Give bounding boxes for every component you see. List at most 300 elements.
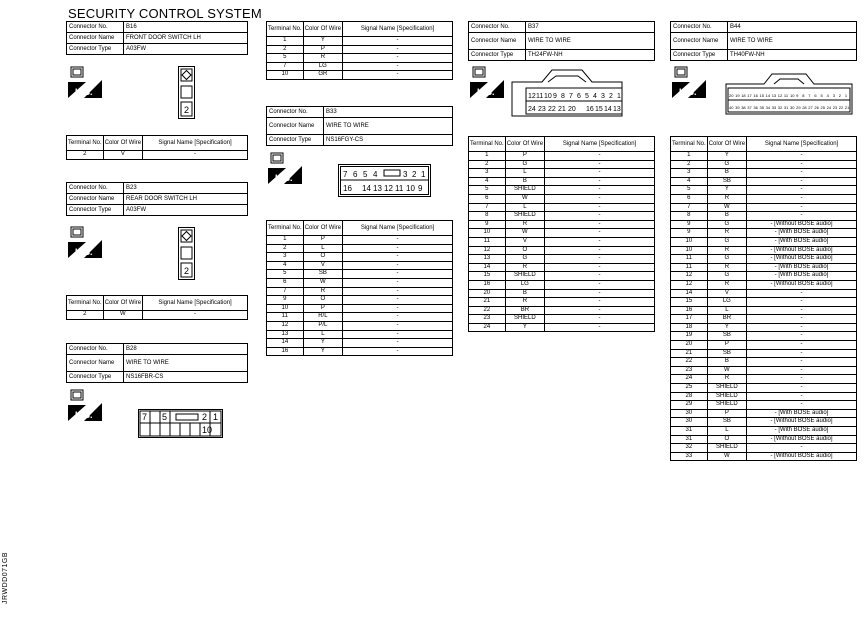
terminal-cell: 11 — [267, 313, 304, 322]
signal-cell: - — [545, 169, 655, 178]
terminal-cell: 5 — [469, 186, 506, 195]
table-row — [671, 409, 857, 418]
signal-cell: - — [747, 358, 857, 367]
terminal-cell: 5 — [671, 186, 708, 195]
signal-cell: - — [343, 71, 453, 80]
color-cell: R — [707, 194, 746, 203]
terminal-cell: 30 — [671, 418, 708, 427]
signal-cell: - — [545, 280, 655, 289]
pin-label: 25 — [820, 105, 825, 110]
pin-label: 18 — [741, 93, 746, 98]
hs-connector-icon — [68, 224, 102, 263]
terminal-cell: 31 — [671, 435, 708, 444]
terminal-cell: 30 — [671, 409, 708, 418]
color-cell: SHIELD — [707, 384, 746, 393]
color-cell: Y — [707, 186, 746, 195]
pin-label: 12 — [528, 93, 536, 100]
header-signal: Signal Name [Specification] — [343, 22, 453, 37]
color-cell: V — [303, 261, 342, 270]
signal-cell: - — [143, 151, 248, 160]
table-row — [469, 280, 655, 289]
table-row — [267, 37, 453, 46]
signal-cell: - [With BOSE audio] — [747, 427, 857, 436]
color-cell: LG — [707, 298, 746, 307]
pin-label: 6 — [577, 93, 581, 100]
table-row — [469, 323, 655, 332]
terminal-cell: 12 — [267, 321, 304, 330]
color-cell: R — [707, 375, 746, 384]
header-terminal: Terminal No. — [267, 22, 304, 37]
signal-cell: - — [343, 347, 453, 356]
table-row — [671, 280, 857, 289]
color-cell: L — [707, 427, 746, 436]
signal-cell: - — [545, 255, 655, 264]
connector-type-value: TH24FW-NH — [526, 50, 655, 61]
table-row — [671, 341, 857, 350]
terminal-cell: 2 — [67, 151, 104, 160]
header-terminal: Terminal No. — [469, 137, 506, 152]
table-row — [469, 229, 655, 238]
color-cell: SB — [707, 349, 746, 358]
hs-label: H.S. — [275, 173, 293, 183]
pin-label: 38 — [741, 105, 746, 110]
color-cell: G — [707, 220, 746, 229]
pin-7: 7 — [343, 170, 348, 179]
terminal-cell: 20 — [469, 289, 506, 298]
terminal-cell: 4 — [267, 261, 304, 270]
pin-label: 39 — [735, 105, 740, 110]
hs-connector-icon — [68, 387, 102, 426]
color-cell: V — [505, 237, 544, 246]
signal-cell: - — [747, 306, 857, 315]
terminal-cell: 1 — [469, 152, 506, 161]
connector-no-value: B23 — [124, 183, 248, 194]
color-cell: SHIELD — [505, 272, 544, 281]
table-row — [267, 339, 453, 348]
table-row — [671, 298, 857, 307]
table-row — [671, 263, 857, 272]
color-cell: O — [303, 296, 342, 305]
pin-label: 7 — [808, 93, 811, 98]
color-cell: W — [505, 194, 544, 203]
signal-cell: - — [343, 37, 453, 46]
connector-name-label: Connector Name — [671, 33, 728, 50]
connector-type-value: NS16FGY-CS — [324, 135, 453, 146]
color-cell: R — [707, 246, 746, 255]
terminal-cell: 10 — [469, 229, 506, 238]
table-row — [469, 255, 655, 264]
pin-6: 6 — [353, 170, 358, 179]
table-row — [671, 366, 857, 375]
pin-label: 8 — [561, 93, 565, 100]
table-row — [67, 311, 248, 320]
pin-label: 3 — [601, 93, 605, 100]
connector-name-label: Connector Name — [469, 33, 526, 50]
color-cell: Y — [505, 323, 544, 332]
document-code: JRWDD071GB — [2, 552, 9, 604]
header-terminal: Terminal No. — [67, 136, 104, 151]
table-row — [671, 384, 857, 393]
connector-name-label: Connector Name — [67, 194, 124, 205]
pin-label: 22 — [548, 106, 556, 113]
pin-label: 34 — [765, 105, 771, 110]
table-row — [671, 152, 857, 161]
signal-cell: - — [545, 229, 655, 238]
pin-label: 28 — [802, 105, 807, 110]
connector-face-b37 — [508, 68, 626, 123]
table-row — [469, 272, 655, 281]
color-cell: SB — [707, 332, 746, 341]
terminal-cell: 21 — [671, 349, 708, 358]
table-row — [267, 253, 453, 262]
pin-label: 3 — [832, 93, 835, 98]
pin-label: 14 — [765, 93, 771, 98]
pin-label: 21 — [844, 105, 850, 110]
signal-cell: - — [343, 321, 453, 330]
connector-name-label: Connector Name — [67, 355, 124, 372]
table-row — [67, 151, 248, 160]
signal-cell: - [With BOSE audio] — [747, 229, 857, 238]
table-row — [267, 45, 453, 54]
connector-type-label: Connector Type — [469, 50, 526, 61]
table-row — [469, 237, 655, 246]
terminal-cell: 9 — [671, 229, 708, 238]
color-cell: P — [303, 236, 342, 245]
pin-label: 23 — [832, 105, 838, 110]
signal-cell: - [With BOSE audio] — [747, 237, 857, 246]
terminal-cell: 6 — [671, 194, 708, 203]
signal-table-b44 — [670, 136, 857, 461]
color-cell: SB — [303, 270, 342, 279]
table-row — [671, 194, 857, 203]
pin-label: 20 — [568, 106, 576, 113]
terminal-cell: 14 — [671, 289, 708, 298]
signal-cell: - — [747, 401, 857, 410]
pin-label: 6 — [814, 93, 817, 98]
connector-name-value: WIRE TO WIRE — [526, 33, 655, 50]
color-cell: SHIELD — [707, 444, 746, 453]
terminal-cell: 9 — [671, 220, 708, 229]
pin-label: 13 — [771, 93, 777, 98]
connector-name-value: WIRE TO WIRE — [124, 355, 248, 372]
pin-14: 14 — [362, 184, 371, 193]
signal-cell: - [Without BOSE audio] — [747, 255, 857, 264]
connector-no-label: Connector No. — [267, 107, 324, 118]
table-row — [469, 203, 655, 212]
pin-label: 15 — [595, 106, 603, 113]
pin-label: 9 — [796, 93, 799, 98]
pin-label: 10 — [790, 93, 795, 98]
pin-label: 24 — [826, 105, 832, 110]
terminal-cell: 31 — [671, 427, 708, 436]
terminal-cell: 10 — [267, 304, 304, 313]
pin-label: 12 — [777, 93, 783, 98]
color-cell: R — [505, 263, 544, 272]
terminal-cell: 12 — [671, 280, 708, 289]
pin-label: 24 — [528, 106, 536, 113]
signal-cell: - — [343, 278, 453, 287]
table-row — [267, 244, 453, 253]
terminal-cell: 1 — [267, 236, 304, 245]
table-row — [267, 347, 453, 356]
color-cell: O — [505, 246, 544, 255]
pin-label: 21 — [558, 106, 566, 113]
terminal-cell: 7 — [469, 203, 506, 212]
terminal-cell: 5 — [267, 54, 304, 63]
color-cell: SHIELD — [707, 392, 746, 401]
pin-label: 7 — [569, 93, 573, 100]
signal-cell: - — [343, 313, 453, 322]
color-cell: Y — [303, 347, 342, 356]
table-row — [469, 160, 655, 169]
pin-label: 11 — [536, 93, 544, 100]
pin-label: 5 — [585, 93, 589, 100]
hs-label: H.S. — [679, 87, 697, 97]
color-cell: O — [303, 253, 342, 262]
terminal-cell: 12 — [671, 272, 708, 281]
pin-label: 40 — [729, 105, 734, 110]
table-row — [671, 246, 857, 255]
header-color: Color Of Wire — [103, 136, 142, 151]
signal-cell: - — [545, 177, 655, 186]
connector-face-b28 — [138, 409, 224, 444]
pin-label: 16 — [586, 106, 594, 113]
pin-3: 3 — [403, 170, 408, 179]
hs-label: H.S. — [75, 247, 93, 257]
terminal-cell: 8 — [469, 212, 506, 221]
color-cell: R — [707, 263, 746, 272]
terminal-cell: 25 — [671, 384, 708, 393]
terminal-cell: 23 — [671, 366, 708, 375]
color-cell: B — [707, 358, 746, 367]
table-row — [671, 255, 857, 264]
table-row — [671, 272, 857, 281]
terminal-cell: 6 — [267, 278, 304, 287]
header-color: Color Of Wire — [707, 137, 746, 152]
table-row — [671, 427, 857, 436]
table-row — [267, 62, 453, 71]
terminal-cell: 4 — [469, 177, 506, 186]
terminal-cell: 2 — [267, 45, 304, 54]
signal-cell: - — [343, 270, 453, 279]
signal-cell: - — [343, 296, 453, 305]
color-cell: W — [505, 229, 544, 238]
signal-table-b37 — [468, 136, 655, 332]
table-row — [671, 220, 857, 229]
signal-cell: - [Without BOSE audio] — [747, 280, 857, 289]
table-row — [671, 160, 857, 169]
terminal-cell: 24 — [469, 323, 506, 332]
terminal-cell: 33 — [671, 452, 708, 461]
connector-no-value: B33 — [324, 107, 453, 118]
pin-label: 19 — [735, 93, 740, 98]
signal-cell: - — [343, 253, 453, 262]
table-row — [469, 298, 655, 307]
signal-table-top — [266, 21, 453, 80]
terminal-cell: 2 — [67, 311, 104, 320]
table-row — [267, 278, 453, 287]
signal-cell: - — [545, 315, 655, 324]
pin-5: 5 — [363, 170, 368, 179]
pin-label: 9 — [553, 93, 557, 100]
color-cell: O — [707, 435, 746, 444]
header-color: Color Of Wire — [303, 221, 342, 236]
signal-cell: - — [545, 152, 655, 161]
color-cell: V — [707, 289, 746, 298]
terminal-cell: 2 — [469, 160, 506, 169]
pin-2: 2 — [202, 412, 208, 422]
header-terminal: Terminal No. — [67, 296, 104, 311]
table-row — [671, 452, 857, 461]
pin-2: 2 — [412, 170, 417, 179]
signal-cell: - — [747, 152, 857, 161]
connector-no-value: B44 — [728, 22, 857, 33]
table-row — [469, 220, 655, 229]
terminal-cell: 15 — [469, 272, 506, 281]
color-cell: W — [707, 203, 746, 212]
color-cell: BR — [707, 315, 746, 324]
table-row — [671, 349, 857, 358]
connector-name-value: REAR DOOR SWITCH LH — [124, 194, 248, 205]
color-cell: SHIELD — [505, 315, 544, 324]
table-row — [267, 236, 453, 245]
table-row — [671, 237, 857, 246]
table-row — [267, 330, 453, 339]
color-cell: W — [707, 452, 746, 461]
pin-label: 13 — [613, 106, 621, 113]
color-cell: B — [505, 289, 544, 298]
color-cell: L — [505, 203, 544, 212]
connector-type-value: A03FW — [124, 205, 248, 216]
signal-cell: - — [747, 289, 857, 298]
table-row — [671, 306, 857, 315]
terminal-cell: 3 — [469, 169, 506, 178]
connector-name-value: WIRE TO WIRE — [324, 118, 453, 135]
color-cell: P — [303, 304, 342, 313]
pin-10: 10 — [202, 425, 213, 435]
hs-connector-icon — [68, 64, 102, 103]
terminal-cell: 15 — [671, 298, 708, 307]
header-signal: Signal Name [Specification] — [143, 296, 248, 311]
terminal-cell: 3 — [267, 253, 304, 262]
color-cell: P — [505, 152, 544, 161]
terminal-cell: 29 — [671, 401, 708, 410]
signal-cell: - — [747, 366, 857, 375]
pin-label: 33 — [771, 105, 777, 110]
connector-type-label: Connector Type — [67, 205, 124, 216]
color-cell: B — [707, 212, 746, 221]
signal-cell: - — [343, 54, 453, 63]
signal-cell: - — [747, 392, 857, 401]
color-cell: L — [707, 306, 746, 315]
signal-cell: - — [747, 315, 857, 324]
terminal-cell: 12 — [469, 246, 506, 255]
color-cell: P/L — [303, 321, 342, 330]
table-row — [469, 152, 655, 161]
table-row — [671, 332, 857, 341]
pin-9: 9 — [418, 184, 423, 193]
signal-cell: - — [747, 323, 857, 332]
connector-face-b16 — [178, 66, 196, 125]
terminal-cell: 2 — [267, 244, 304, 253]
terminal-cell: 10 — [671, 246, 708, 255]
terminal-cell: 23 — [469, 315, 506, 324]
pin-label: 32 — [777, 105, 783, 110]
color-cell: G — [707, 237, 746, 246]
table-row — [671, 229, 857, 238]
connector-info-b44 — [670, 21, 857, 61]
table-row — [671, 444, 857, 453]
color-cell: LG — [505, 280, 544, 289]
signal-cell: - — [545, 289, 655, 298]
terminal-cell: 7 — [267, 62, 304, 71]
signal-cell: - — [747, 203, 857, 212]
terminal-cell: 9 — [267, 296, 304, 305]
signal-table-b23 — [66, 295, 248, 320]
connector-type-label: Connector Type — [671, 50, 728, 61]
table-row — [469, 246, 655, 255]
terminal-cell: 1 — [267, 37, 304, 46]
connector-type-label: Connector Type — [67, 44, 124, 55]
table-row — [671, 177, 857, 186]
color-cell: W — [707, 366, 746, 375]
color-cell: R — [303, 287, 342, 296]
pin-13: 13 — [373, 184, 382, 193]
signal-cell: - — [343, 45, 453, 54]
color-cell: SHIELD — [707, 401, 746, 410]
pin-4: 4 — [373, 170, 378, 179]
signal-cell: - — [545, 272, 655, 281]
terminal-cell: 14 — [267, 339, 304, 348]
connector-face-b44 — [724, 72, 854, 121]
pin-label: 4 — [593, 93, 597, 100]
signal-cell: - — [545, 306, 655, 315]
hs-label: H.S. — [75, 410, 93, 420]
signal-cell: - — [343, 330, 453, 339]
signal-table-b16 — [66, 135, 248, 160]
color-cell: G — [707, 160, 746, 169]
color-cell: B — [505, 177, 544, 186]
connector-type-value: TH40FW-NH — [728, 50, 857, 61]
table-row — [469, 186, 655, 195]
connector-info-b23 — [66, 182, 248, 216]
color-cell: GR — [303, 71, 342, 80]
pin-1: 1 — [213, 412, 219, 422]
pin-5: 5 — [162, 412, 168, 422]
signal-cell: - — [747, 444, 857, 453]
terminal-cell: 17 — [671, 315, 708, 324]
terminal-cell: 21 — [469, 298, 506, 307]
table-row — [267, 321, 453, 330]
header-terminal: Terminal No. — [267, 221, 304, 236]
terminal-cell: 32 — [671, 444, 708, 453]
hs-connector-icon — [470, 64, 504, 103]
table-row — [671, 203, 857, 212]
terminal-cell: 22 — [469, 306, 506, 315]
signal-cell: - — [747, 332, 857, 341]
terminal-cell: 4 — [671, 177, 708, 186]
color-cell: P — [707, 341, 746, 350]
terminal-cell: 8 — [671, 212, 708, 221]
page-title: SECURITY CONTROL SYSTEM — [68, 6, 262, 21]
signal-cell: - — [747, 194, 857, 203]
table-row — [267, 71, 453, 80]
table-row — [671, 401, 857, 410]
header-signal: Signal Name [Specification] — [343, 221, 453, 236]
pin-12: 12 — [384, 184, 393, 193]
header-signal: Signal Name [Specification] — [747, 137, 857, 152]
signal-cell: - — [545, 186, 655, 195]
